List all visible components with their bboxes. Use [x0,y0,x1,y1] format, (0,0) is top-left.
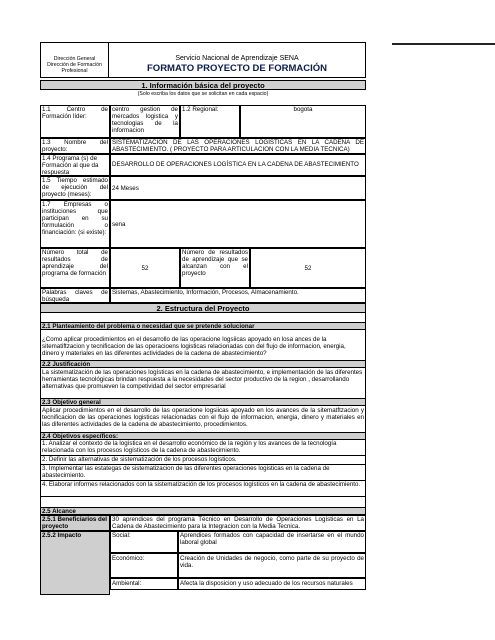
s22-title: 2.2 Justificación [40,360,366,368]
s252-label: 2.5.2 Impacto [40,531,110,595]
institution-line-1: Dirección General [53,56,96,62]
section-2-title: 2. Estructura del Proyecto [40,303,366,313]
tiempo-label: 1.5 Tiempo estimado de ejecución del proyecto (meses): [42,177,108,198]
empresas-value: sena [110,200,366,248]
section-1-note: (Solo escriba los datos que se solicitan en cada espacio) [137,91,269,97]
section-1-title: 1. Información básica del proyecto [40,80,366,90]
centro-label: 1.1 Centro de Formación líder: [40,105,110,138]
s23-text: Aplicar procedimientos en el desarrollo de las operacione logsiicas apoyado en los avances de la sitematftzacion y tecnificacion de las operaciones logisticas relacionadas con el flujo de informacion, energia, dinero y materiales en las diferentes actividades de la cadena de abastecimiento, procedimientos. [40,406,366,432]
s21-title: 2.1 Planteamiento del problema o necesidad que se pretende solucionar [40,322,366,330]
alcanzan-value: 52 [250,248,366,288]
institution-line-2: Dirección de Formación [47,62,102,68]
section-2-spacer [40,313,366,322]
s251-value: 30 aprendices del programa Técnico en Desarrollo de Operaciones Logísticas en La Cadena de Abastecimiento para la Integracion con la Media Tecnica. [112,516,364,530]
top-right-rule [392,43,495,45]
programa-label: 1.4 Programa (s) de Formación al que da respuesta [40,154,110,176]
regional-label: 1.2 Regional: [180,105,240,138]
resultados-label: Número total de resultados de aprendizaje del programa de formación [40,248,110,288]
resultados-value: 52 [110,248,180,288]
s251-label: 2.5.1 Beneficiarios del proyecto [40,515,110,531]
centro-value: centro gestion de mercados logistica y tecnologias de la informacion [110,105,180,138]
impact-social-value: Aprendices formados con capacidad de insertarse en el mundo laboral global [178,531,366,553]
palabras-label: Palabras claves de búsqueda [42,289,108,303]
programa-value: DESARROLLO DE OPERACIONES LOGÍSTICA EN LA CADENA DE ABASTECIMIENTO [110,154,366,176]
org-name: Servicio Nacional de Aprendizaje SENA [175,55,299,62]
impact-economic-value: Creación de Unidades de negocio, como parte de su proyecto de vida. [178,553,366,578]
alcanzan-label: Número de resultados de aprendizaje que se alcanzan con el proyecto [180,248,250,288]
s21-text: ¿Como aplicar procedimientos en el desarrollo de las operacione logsiicas apoyado en losa ances de la sitematiftzacion y tecnificacion de las operacioens logisticas relacionadas con del flujo de informacion, energia, dinero y materiales en las diferentes actividades de la cadena de abastecimiento? [40,330,366,360]
s22-text: La sistematización de las operaciones logísticas en la cadena de abastecimiento, e implementación de las diferentes herramientas tecnológicas brindan respuesta a la necesidades del sector productivo de la region , desarrollando alternativas que promueven la competividad del sector empresarial [40,368,366,398]
nombre-label: 1.3 Nombre del proyecto: [42,139,108,153]
s25-title: 2.5 Alcance [40,507,366,515]
header-box [40,42,366,78]
s24-item-2: 2. Definir las alternativas de sistematización de los procesos logísticos. [40,456,366,465]
s24-item-1: 1. Analizar el contexto de la logística en el desarrollo económico de la región y los avances de la tecnología relacionada con los procesos logísticos de la cadena de abastecimiento. [40,440,366,456]
tiempo-value: 24 Meses [110,176,366,200]
impact-social-label: Social: [110,531,178,553]
empresas-label: 1.7 Empresas o instituciones que participan en su formulación o financiación: (si existe): [40,200,110,248]
s24-item-4: 4. Elaborar informes relacionados con la sistematización de los procesos logísticos en la cadena de abastecimiento. [40,481,366,497]
regional-value: bogota [240,105,366,138]
impact-economic-label: Económico: [110,553,178,578]
s24-item-3: 3. Implementar las estategas de sistematizacion de las diferentes operaciones logisticas en la cadena de abastecimiento. [40,465,366,481]
institution-line-3: Profesional [61,68,88,74]
s24-title: 2.4 Objetivos específicos: [40,432,366,440]
s23-title: 2.3 Objetivo general [40,398,366,406]
nombre-value: SISTEMATIZACIÓN DE LAS OPERACIONES LOGÍSTICAS EN LA CADENA DE ABASTECIMIENTO. ( PROYECTO PARA ARTICULACION CON LA MEDIA TECNICA) [112,139,364,153]
impact-ambiental-label: Ambiental: [110,578,178,590]
institution-block [41,43,109,77]
palabras-value: Sistemas, Abastecimiento, Información, Procesos, Almacenamiento. [110,288,366,303]
s24-spacer [40,497,366,507]
impact-ambiental-value: Afecta la disposicion y uso adecuado de los recursos naturales [178,578,366,590]
form-title: FORMATO PROYECTO DE FORMACIÓN [147,63,327,74]
